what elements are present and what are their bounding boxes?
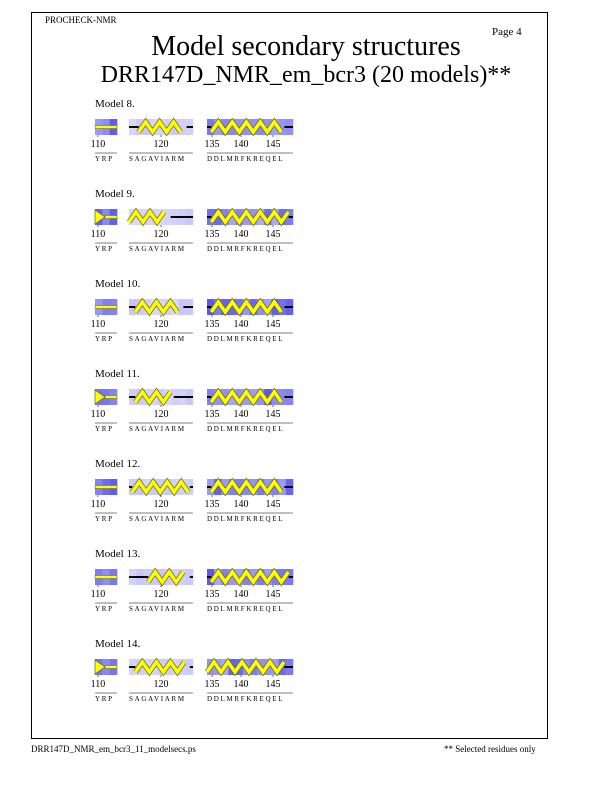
sequence-text: DDLMRFKREQEL [207,155,285,163]
model-label: Model 11. [95,368,140,380]
coil-line [171,216,193,218]
model-block [91,98,294,163]
coil-bar [105,666,117,669]
coil-line [207,576,211,578]
model-block [91,548,294,613]
coil-line [284,666,293,668]
model-label: Model 13. [95,548,141,560]
model-block [91,278,294,343]
footer-filename: DRR147D_NMR_em_bcr3_11_modelsecs.ps [31,744,196,754]
residue-number: 110 [90,139,106,150]
model-block [91,458,294,523]
coil-line [187,126,193,128]
sequence-text: DDLMRFKREQEL [207,335,285,343]
model-label: Model 10. [95,278,141,290]
model-label: Model 8. [95,98,135,110]
sequence-text: DDLMRFKREQEL [207,605,285,613]
residue-number: 140 [233,589,249,600]
sequence-text: SAGAVIARM [129,245,186,253]
model-block [91,638,294,703]
residue-number: 145 [265,589,281,600]
coil-line [129,486,132,488]
coil-bar [95,306,117,309]
coil-line [207,216,211,218]
residue-number: 110 [90,409,106,420]
residue-number: 135 [204,679,220,690]
residue-number: 120 [153,229,169,240]
sequence-text: YRP [95,425,114,433]
coil-line [207,486,211,488]
sequence-text: SAGAVIARM [129,155,186,163]
sequence-text: SAGAVIARM [129,515,186,523]
coil-line [183,306,193,308]
coil-line [190,576,193,578]
model-block [91,368,294,433]
residue-number: 140 [233,229,249,240]
residue-number: 110 [90,319,106,330]
model-block [91,188,294,253]
model-label: Model 9. [95,188,135,200]
coil-line [284,306,293,308]
model-label: Model 14. [95,638,141,650]
residue-number: 140 [233,679,249,690]
sequence-text: YRP [95,155,114,163]
coil-line [289,216,293,218]
page-title-text: Model secondary structures [151,31,461,62]
residue-number: 145 [265,679,281,690]
sequence-text: YRP [95,515,114,523]
residue-number: 145 [265,319,281,330]
program-name: PROCHECK-NMR [45,15,117,25]
coil-line [207,396,211,398]
residue-number: 145 [265,229,281,240]
sequence-text: YRP [95,605,114,613]
coil-bar [95,486,117,489]
sequence-text: SAGAVIARM [129,605,186,613]
coil-line [129,126,139,128]
residue-number: 120 [153,139,169,150]
sequence-text: YRP [95,695,114,703]
coil-line [174,396,193,398]
sequence-text: YRP [95,245,114,253]
residue-number: 120 [153,589,169,600]
residue-number: 145 [265,499,281,510]
residue-number: 135 [204,229,220,240]
coil-line [207,306,211,308]
sequence-text: SAGAVIARM [129,335,186,343]
residue-number: 135 [204,319,220,330]
residue-number: 135 [204,499,220,510]
coil-bar [105,396,117,399]
coil-line [129,396,135,398]
coil-line [190,666,193,668]
residue-number: 140 [233,319,249,330]
coil-bar [105,216,117,219]
coil-line [284,126,293,128]
coil-line [129,666,135,668]
sequence-text: DDLMRFKREQEL [207,245,285,253]
sequence-text: DDLMRFKREQEL [207,425,285,433]
page-number: Page 4 [492,26,522,38]
residue-number: 140 [233,499,249,510]
sequence-text: SAGAVIARM [129,695,186,703]
residue-number: 110 [90,229,106,240]
residue-number: 145 [265,409,281,420]
coil-line [129,576,148,578]
coil-line [289,576,293,578]
sequence-text: SAGAVIARM [129,425,186,433]
residue-number: 135 [204,409,220,420]
footer-note: ** Selected residues only [444,744,536,754]
sequence-text: DDLMRFKREQEL [207,515,285,523]
residue-number: 135 [204,589,220,600]
residue-number: 140 [233,139,249,150]
coil-bar [95,576,117,579]
residue-number: 120 [153,499,169,510]
residue-number: 110 [90,679,106,690]
coil-line [284,396,293,398]
sequence-text: DDLMRFKREQEL [207,695,285,703]
coil-line [190,486,193,488]
residue-number: 110 [90,589,106,600]
coil-line [284,486,293,488]
coil-bar [95,126,117,129]
residue-number: 145 [265,139,281,150]
residue-number: 135 [204,139,220,150]
residue-number: 140 [233,409,249,420]
residue-number: 120 [153,679,169,690]
page-subtitle-text: DRR147D_NMR_em_bcr3 (20 models)** [100,62,512,88]
coil-line [129,306,135,308]
residue-number: 120 [153,409,169,420]
residue-number: 120 [153,319,169,330]
coil-line [207,126,211,128]
residue-number: 110 [90,499,106,510]
model-label: Model 12. [95,458,141,470]
sequence-text: YRP [95,335,114,343]
